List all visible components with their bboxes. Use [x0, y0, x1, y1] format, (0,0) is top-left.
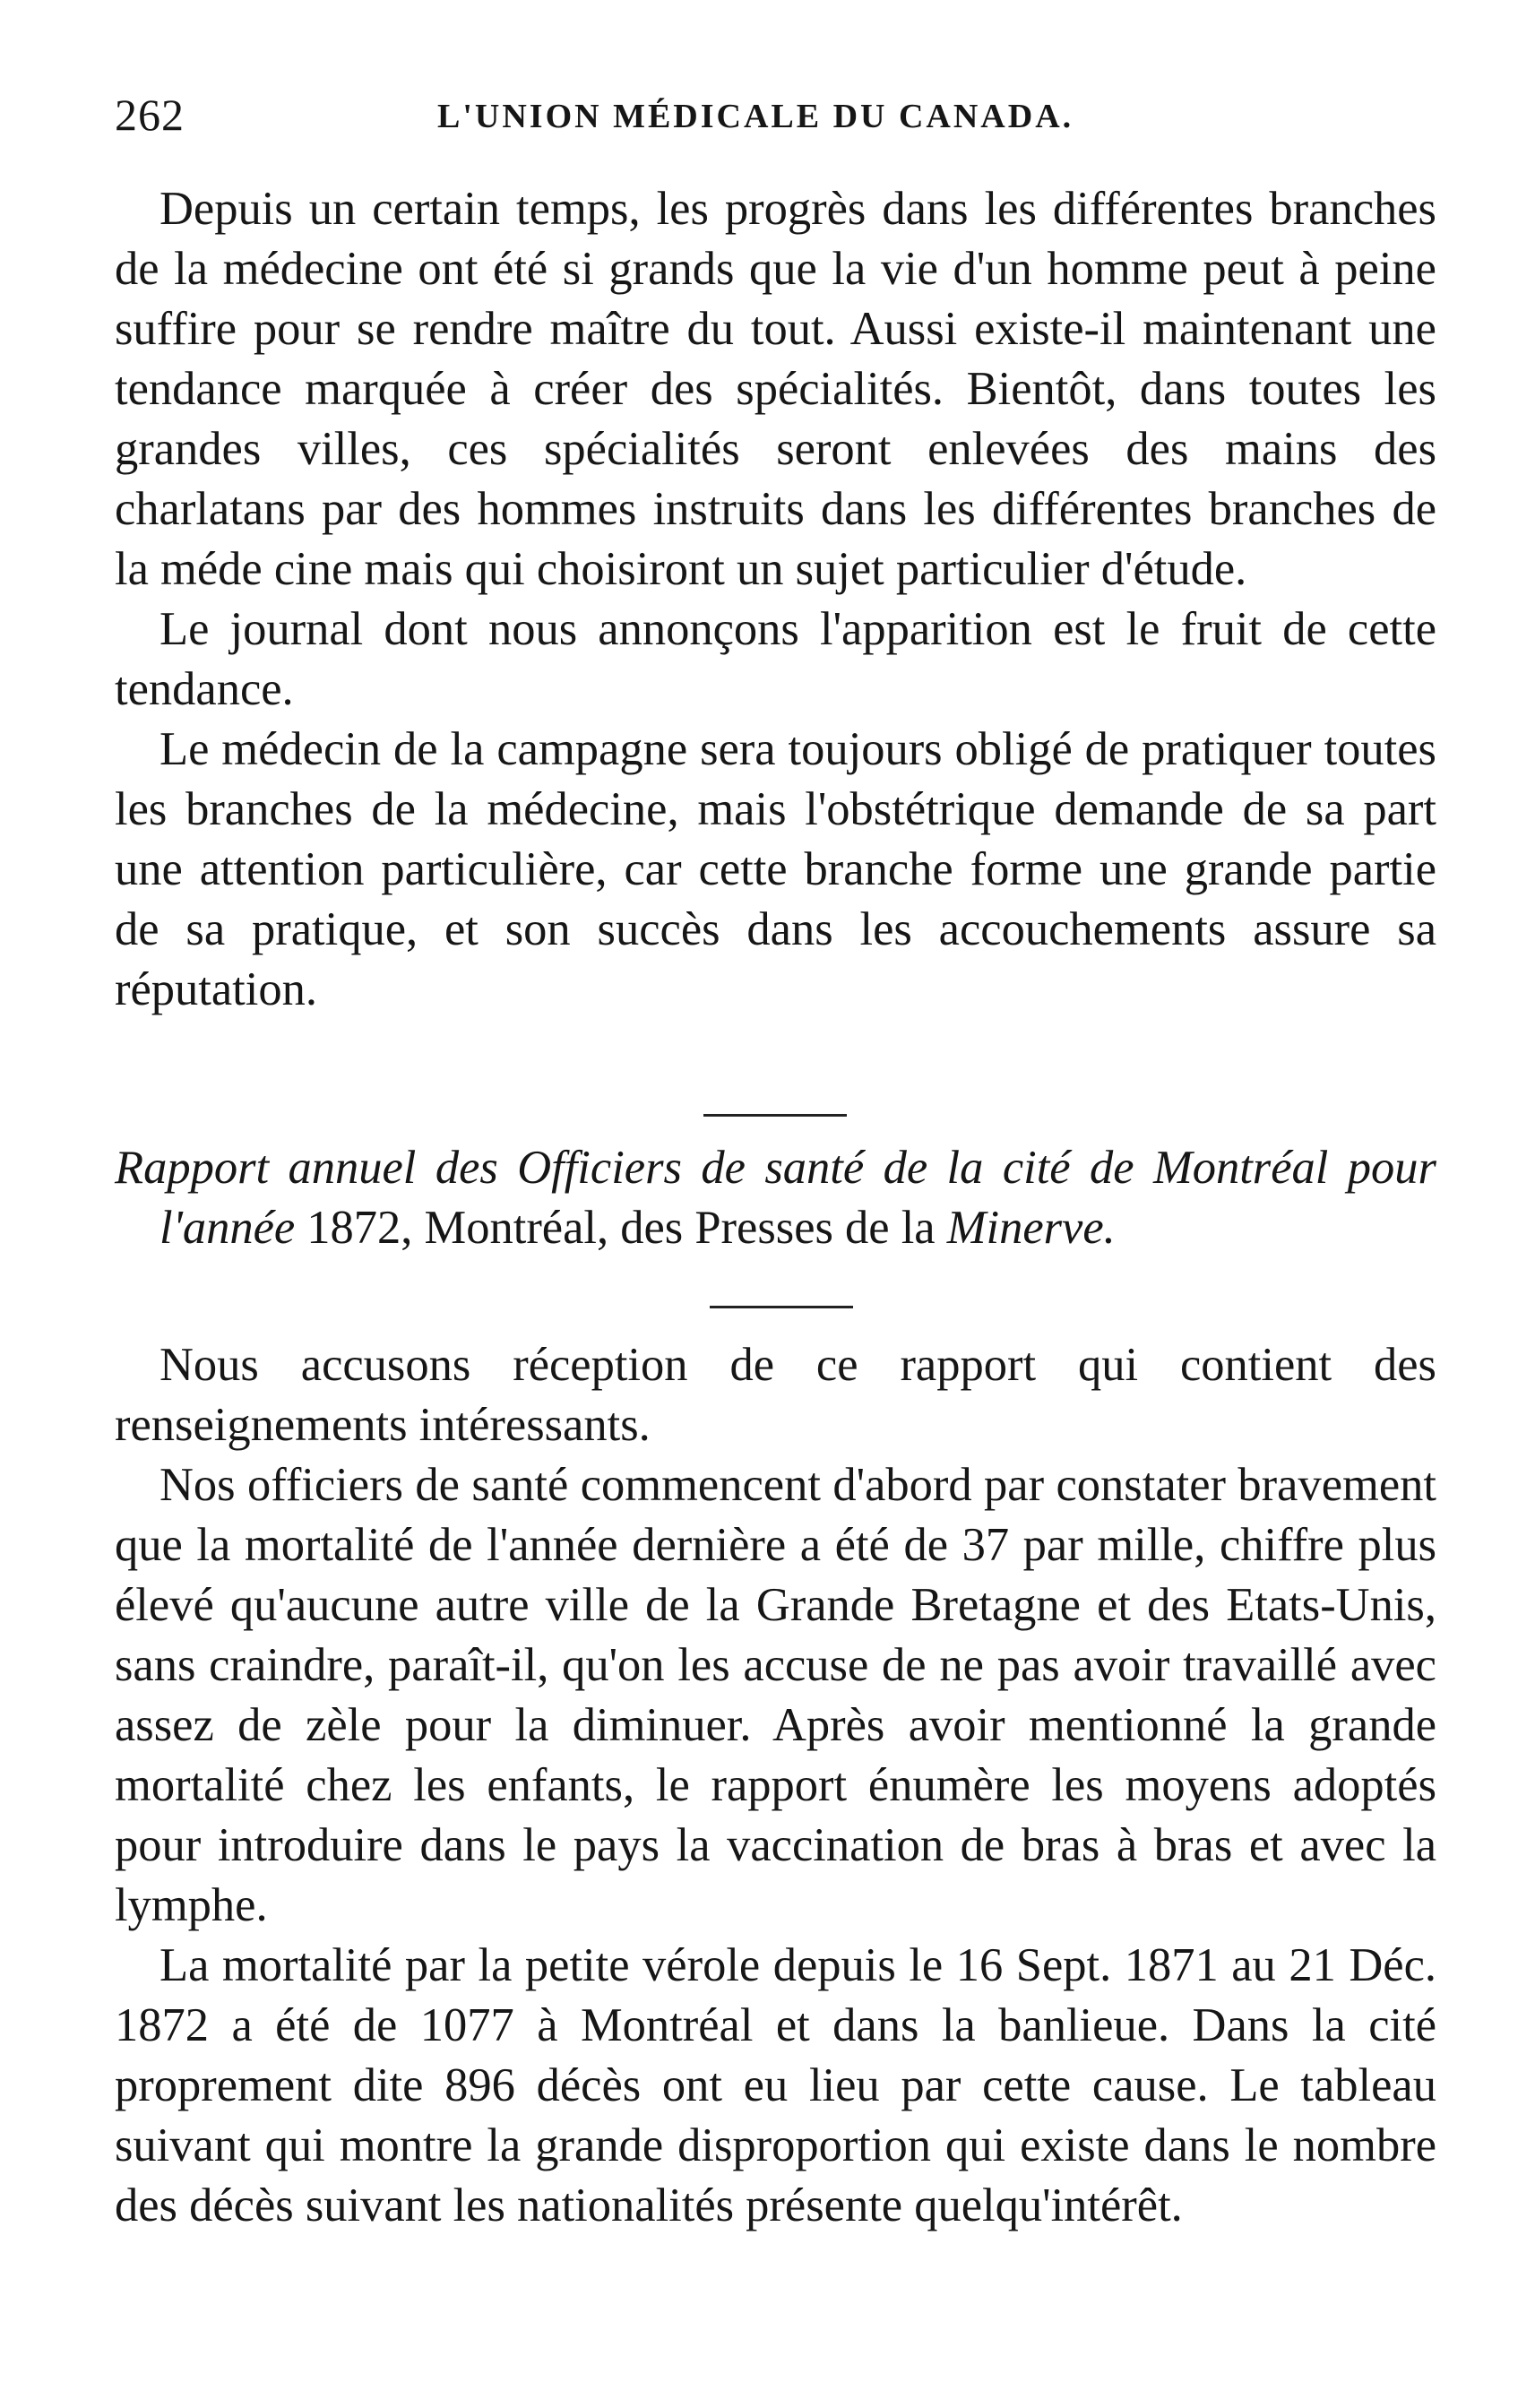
paragraph: Nous accusons réception de ce rapport qui contient des renseignements intéressants.: [115, 1339, 1436, 1451]
review-publisher: Minerve.: [946, 1202, 1116, 1254]
review-title-part: de santé de la cité de Montréal pour l'année: [160, 1142, 1436, 1254]
review-year-place: 1872, Montréal, des Presses de la: [295, 1202, 947, 1254]
review-title-part: Rapport annuel des: [115, 1142, 518, 1194]
paragraph: Le médecin de la campagne sera toujours obligé de pratiquer toutes les branches de la médecine, mais l'obstétrique demande de sa part une attention particulière, car cette branche forme une grande partie de sa pratique, et son succès dans les accouchements assure sa réputation.: [115, 723, 1436, 1015]
review-title-part: Officiers: [517, 1142, 682, 1194]
review-citation: [115, 1138, 1436, 1258]
article-text: [115, 179, 1436, 1020]
section-divider: [703, 1114, 847, 1117]
review-text: [115, 1335, 1436, 2236]
paragraph: Nos officiers de santé commencent d'abord par constater bravement que la mortalité de l'année dernière a été de 37 par mille, chiffre plus élevé qu'aucune autre ville de la Grande Bretagne et des Etats-Unis, sans craindre, paraît-il, qu'on les accuse de ne pas avoir travaillé avec assez de zèle pour la diminuer. Après avoir mentionné la grande mortalité chez les enfants, le rapport énumère les moyens adoptés pour introduire dans le pays la vaccination de bras à bras et avec la lymphe.: [115, 1459, 1436, 1931]
paragraph: La mortalité par la petite vérole depuis le 16 Sept. 1871 au 21 Déc. 1872 a été de 1077 à Montréal et dans la banlieue. Dans la cité proprement dite 896 décès ont eu lieu par cette cause. Le tableau suivant qui montre la grande disproportion qui existe dans le nombre des décès suivant les nationalités présente quelqu'intérêt.: [115, 1939, 1436, 2231]
running-head: [115, 88, 1436, 142]
paragraph: Depuis un certain temps, les progrès dans les différentes branches de la médecine ont été si grands que la vie d'un homme peut à peine suffire pour se rendre maître du tout. Aussi existe-il maintenant une tendance marquée à créer des spécialités. Bientôt, dans toutes les grandes villes, ces spécialités seront enlevées des mains des charlatans par des hommes instruits dans les différentes branches de la méde cine mais qui choisiront un sujet particulier d'étude.: [115, 183, 1436, 595]
paragraph: Le journal dont nous annonçons l'apparition est le fruit de cette tendance.: [115, 603, 1436, 715]
section-divider: [710, 1306, 853, 1308]
journal-title: L'UNION MÉDICALE DU CANADA.: [437, 98, 1074, 135]
page-number: 262: [115, 90, 185, 140]
